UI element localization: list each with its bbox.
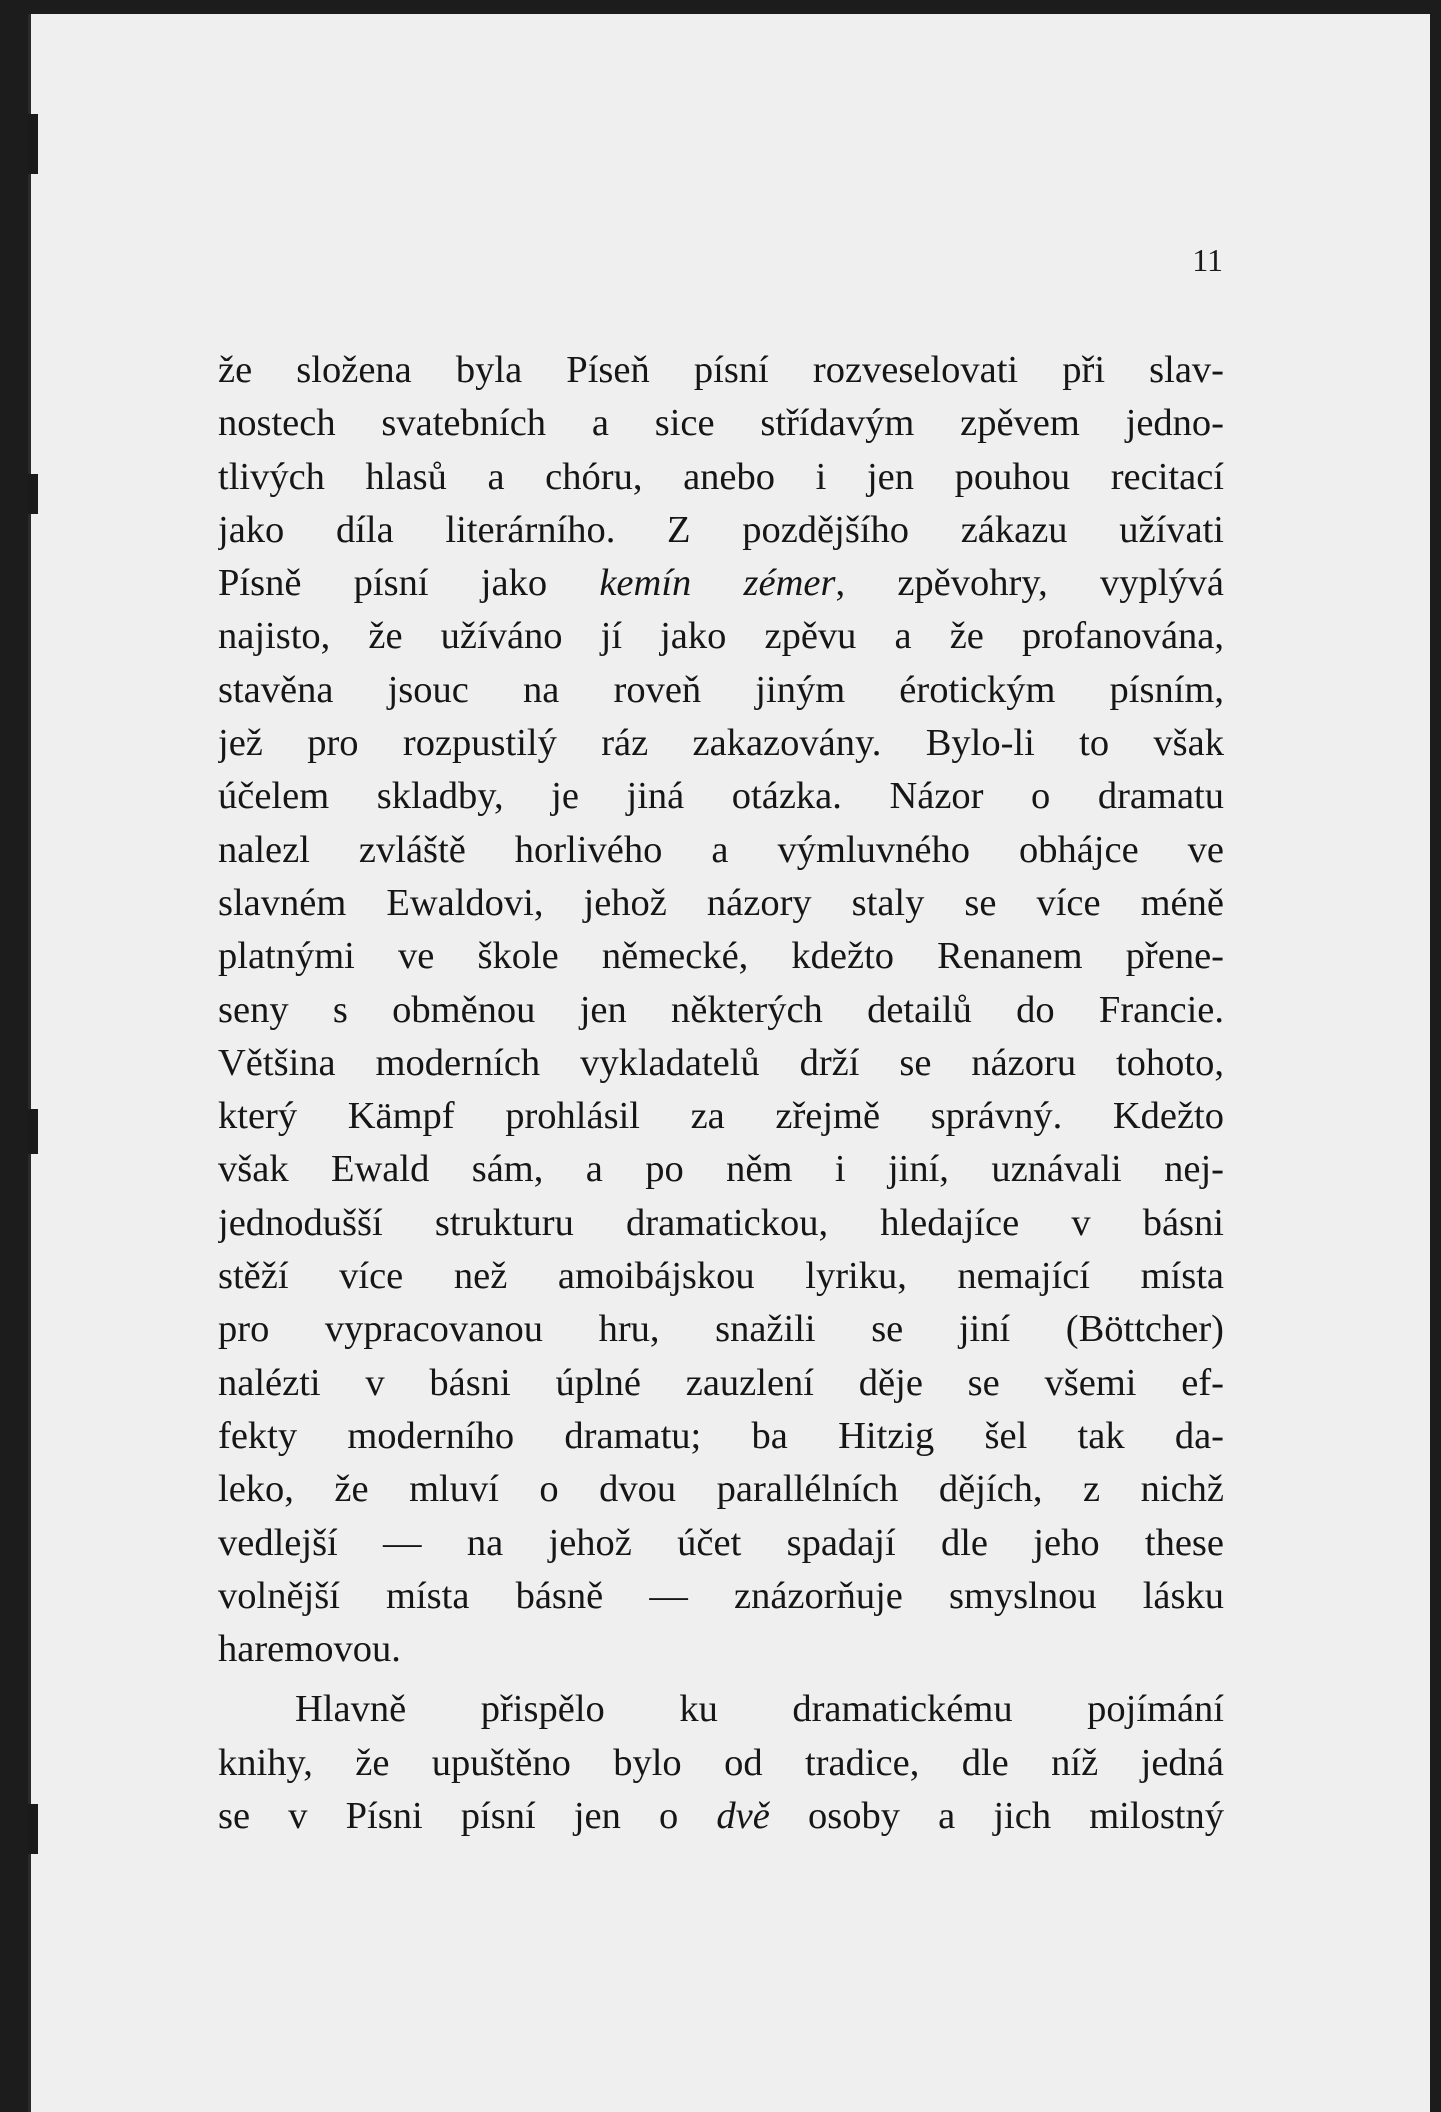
- text-line: [218, 557, 1224, 610]
- italic-word: dvě: [716, 1795, 770, 1838]
- text-line: najisto, že užíváno jí jako zpěvu a že profanována,: [218, 615, 1224, 658]
- text-line: nalézti v básni úplné zauzlení děje se všemi ef-: [218, 1361, 1224, 1404]
- text-line: haremovou.: [218, 1628, 401, 1671]
- text-line: volnější místa básně — znázorňuje smyslnou lásku: [218, 1574, 1224, 1617]
- book-page: [28, 14, 1430, 2112]
- text-line: však Ewald sám, a po něm i jiní, uznávali nej-: [218, 1148, 1224, 1191]
- text-line: vedlejší — na jehož účet spadají dle jeho these: [218, 1521, 1224, 1564]
- body-text: [218, 344, 1224, 1843]
- page-number: 11: [1192, 242, 1223, 278]
- text-line: platnými ve škole německé, kdežto Renanem přene-: [218, 935, 1224, 978]
- text-line: stěží více než amoibájskou lyriku, nemající místa: [218, 1255, 1224, 1298]
- text-line: Hlavně přispělo ku dramatickému pojímání: [295, 1688, 1224, 1731]
- text-span: se v Písni písní jen o: [218, 1795, 679, 1838]
- text-line: nalezl zvláště horlivého a výmluvného obhájce ve: [218, 828, 1224, 871]
- text-line: že složena byla Píseň písní rozveselovati při slav-: [218, 349, 1224, 391]
- text-line: nostech svatebních a sice střídavým zpěvem jedno-: [218, 402, 1224, 445]
- text-line: leko, že mluví o dvou parallélních dějích, z nichž: [218, 1468, 1224, 1511]
- text-span: , zpěvohry, vyplývá: [835, 562, 1224, 605]
- text-line: Většina moderních vykladatelů drží se názoru tohoto,: [218, 1041, 1224, 1084]
- edge-mark: [28, 1109, 38, 1154]
- text-line: jež pro rozpustilý ráz zakazovány. Bylo-li to však: [218, 722, 1224, 765]
- text-line: účelem skladby, je jiná otázka. Názor o dramatu: [218, 775, 1224, 818]
- edge-mark: [28, 474, 38, 514]
- text-line: který Kämpf prohlásil za zřejmě správný. Kdežto: [218, 1095, 1224, 1138]
- text-line: slavném Ewaldovi, jehož názory staly se více méně: [218, 881, 1224, 924]
- edge-mark: [28, 1804, 38, 1854]
- page-gutter-edge: [28, 14, 31, 2112]
- text-line: fekty moderního dramatu; ba Hitzig šel tak da-: [218, 1414, 1224, 1457]
- text-line: knihy, že upuštěno bylo od tradice, dle níž jedná: [218, 1741, 1224, 1784]
- edge-mark: [28, 114, 38, 174]
- text-line: [218, 1790, 1224, 1843]
- text-line: stavěna jsouc na roveň jiným érotickým písním,: [218, 668, 1224, 711]
- text-line: tlivých hlasů a chóru, anebo i jen pouhou recitací: [218, 455, 1224, 498]
- text-line: jednodušší strukturu dramatickou, hledajíce v básni: [218, 1201, 1224, 1244]
- text-line: seny s obměnou jen některých detailů do Francie.: [218, 988, 1224, 1031]
- italic-phrase: kemín zémer: [599, 562, 836, 605]
- text-span: Písně písní jako: [218, 562, 548, 605]
- text-span: osoby a jich milostný: [808, 1795, 1224, 1838]
- text-line: pro vypracovanou hru, snažili se jiní (Böttcher): [218, 1308, 1224, 1351]
- text-line: jako díla literárního. Z pozdějšího zákazu užívati: [218, 508, 1224, 551]
